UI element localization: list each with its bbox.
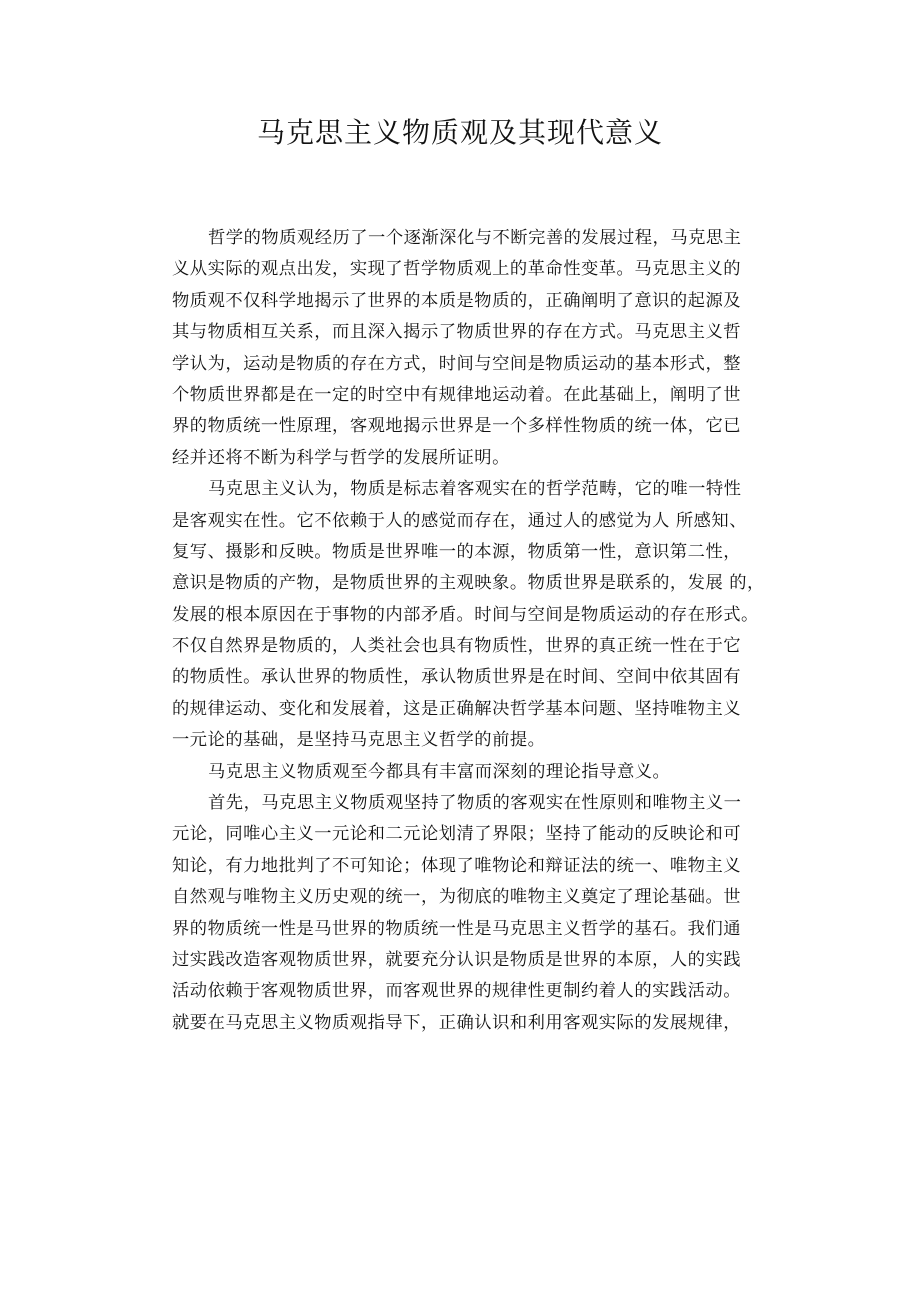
paragraph-line: 的物质性。承认世界的物质性，承认物质世界是在时间、空间中依其固有 bbox=[172, 667, 742, 688]
paragraph-line: 的规律运动、变化和发展着，这是正确解决哲学基本问题、坚持唯物主义 bbox=[172, 698, 742, 719]
paragraph-line: 哲学的物质观经历了一个逐渐深化与不断完善的发展过程，马克思主 bbox=[208, 228, 742, 248]
paragraph-line: 物质观不仅科学地揭示了世界的本质是物质的，正确阐明了意识的起源及 bbox=[172, 290, 742, 311]
paragraph-line: 其与物质相互关系，而且深入揭示了物质世界的存在方式。马克思主义哲 bbox=[172, 322, 742, 343]
paragraph-line: 自然观与唯物主义历史观的统一，为彻底的唯物主义奠定了理论基础。世 bbox=[172, 887, 742, 908]
paragraph-line: 马克思主义认为，物质是标志着客观实在的哲学范畴，它的唯一特性 bbox=[208, 479, 742, 500]
paragraph-line: 个物质世界都是在一定的时空中有规律地运动着。在此基础上，阐明了世 bbox=[172, 384, 742, 405]
paragraph-line: 界的物质统一性原理，客观地揭示世界是一个多样性物质的统一体，它已 bbox=[172, 416, 742, 437]
paragraph-line: 发展的根本原因在于事物的内部矛盾。时间与空间是物质运动的存在形式。 bbox=[172, 604, 759, 625]
paragraph-line: 知论，有力地批判了不可知论；体现了唯物论和辩证法的统一、唯物主义 bbox=[172, 855, 742, 876]
paragraph-line: 不仅自然界是物质的，人类社会也具有物质性，世界的真正统一性在于它 bbox=[172, 636, 742, 657]
paragraph-line: 界的物质统一性是马世界的物质统一性是马克思主义哲学的基石。我们通 bbox=[172, 918, 742, 939]
paragraph-line: 就要在马克思主义物质观指导下，正确认识和利用客观实际的发展规律， bbox=[172, 1012, 742, 1033]
paragraph-line: 复写、摄影和反映。物质是世界唯一的本源，物质第一性，意识第二性， bbox=[172, 541, 742, 562]
paragraph-line: 是客观实在性。它不依赖于人的感觉而存在，通过人的感觉为人 所感知、 bbox=[172, 510, 747, 531]
paragraph-line: 过实践改造客观物质世界，就要充分认识是物质是世界的本原，人的实践 bbox=[172, 949, 742, 970]
paragraph-line: 首先，马克思主义物质观坚持了物质的客观实在性原则和唯物主义一 bbox=[208, 793, 742, 814]
document-title: 马克思主义物质观及其现代意义 bbox=[256, 116, 663, 149]
document-body bbox=[172, 223, 772, 1039]
paragraph-line: 一元论的基础，是坚持马克思主义哲学的前提。 bbox=[172, 730, 546, 751]
paragraph-line: 马克思主义物质观至今都具有丰富而深刻的理论指导意义。 bbox=[208, 761, 671, 782]
paragraph-line: 义从实际的观点出发，实现了哲学物质观上的革命性变革。马克思主义的 bbox=[172, 259, 742, 280]
paragraph-line: 活动依赖于客观物质世界，而客观世界的规律性更制约着人的实践活动。 bbox=[172, 981, 742, 1002]
paragraph-line: 元论，同唯心主义一元论和二元论划清了界限；坚持了能动的反映论和可 bbox=[172, 824, 742, 845]
paragraph-line: 学认为，运动是物质的存在方式，时间与空间是物质运动的基本形式，整 bbox=[172, 353, 742, 374]
paragraph-line: 经并还将不断为科学与哲学的发展所证明。 bbox=[172, 447, 510, 468]
paragraph-line: 意识是物质的产物，是物质世界的主观映象。物质世界是联系的，发展 的， bbox=[172, 573, 765, 594]
